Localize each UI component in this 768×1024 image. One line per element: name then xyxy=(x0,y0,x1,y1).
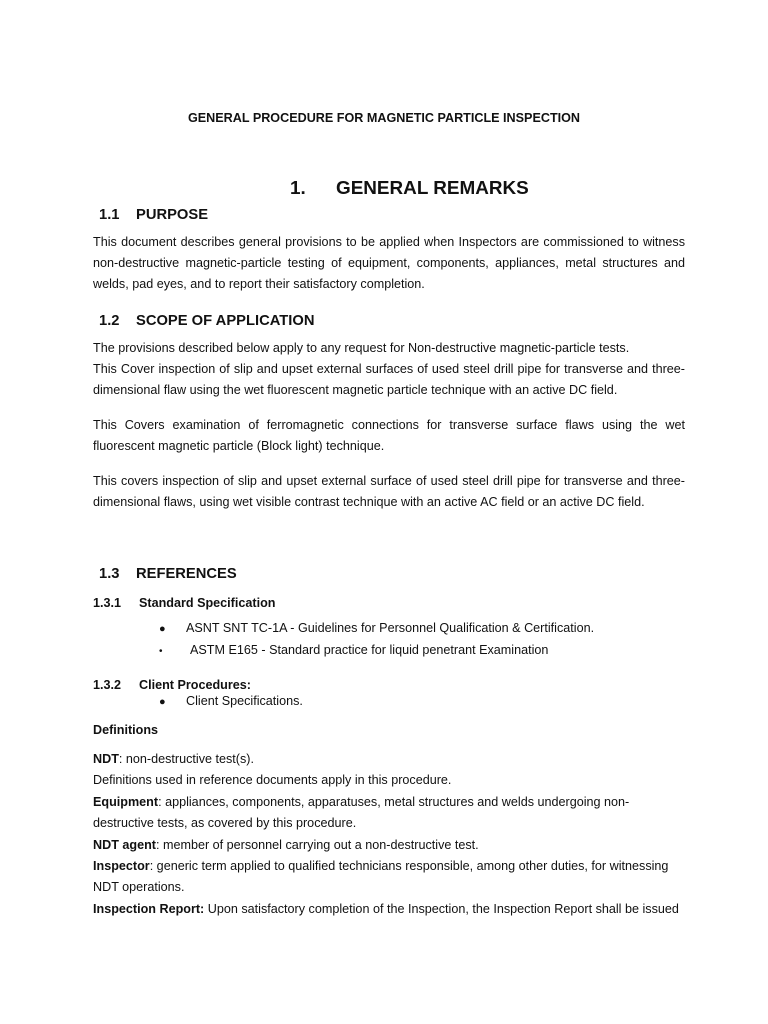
definition-term: NDT xyxy=(93,752,119,766)
definition-text: : appliances, components, apparatuses, metal structures and welds undergoing non- xyxy=(158,794,630,809)
definition-equipment-cont: destructive tests, as covered by this procedure. xyxy=(93,816,357,831)
definition-references: Definitions used in reference documents apply in this procedure. xyxy=(93,773,452,788)
section-1-3-1-heading xyxy=(93,596,275,610)
section-1-3-1-number: 1.3.1 xyxy=(93,596,122,610)
section-1-2-number: 1.2 xyxy=(99,313,120,329)
list-item-text: ASTM E165 - Standard practice for liquid penetrant Examination xyxy=(190,643,549,657)
list-item-text: Client Specifications. xyxy=(186,694,303,708)
definition-inspection-report xyxy=(93,899,693,920)
scope-paragraph-3: This covers inspection of slip and upset external surface of used steel drill pipe for transverse and three-dimensional flaws, using wet visible contrast technique with an active AC field or an active DC field. xyxy=(93,474,685,509)
scope-line-1: The provisions described below apply to any request for Non-destructive magnetic-particle tests. xyxy=(93,341,630,355)
definition-equipment xyxy=(93,792,693,813)
bullet-icon: • xyxy=(159,646,163,657)
list-item-text: ASNT SNT TC-1A - Guidelines for Personnel Qualification & Certification. xyxy=(186,621,595,635)
section-1-1-heading xyxy=(99,207,208,223)
section-1-3-1-title: Standard Specification xyxy=(139,596,276,610)
list-item xyxy=(159,643,548,657)
bullet-icon: ● xyxy=(159,696,166,708)
section-1-3-2-title: Client Procedures: xyxy=(139,678,251,692)
scope-paragraph-2: This Covers examination of ferromagnetic connections for transverse surface flaws using the wet fluorescent magnetic particle (Block light) technique. xyxy=(93,418,685,453)
section-1-heading xyxy=(290,178,529,200)
definition-ndt xyxy=(93,749,693,770)
section-1-2-title: SCOPE OF APPLICATION xyxy=(136,313,315,329)
definitions-heading: Definitions xyxy=(93,723,159,737)
definition-text: : non-destructive test(s). xyxy=(118,752,254,766)
scope-line-2: This Cover inspection of slip and upset external surfaces of used steel drill pipe for transverse and three-dimensional flaw using the wet fluorescent magnetic particle technique with an active DC field. xyxy=(93,362,685,397)
definition-term: NDT agent xyxy=(93,837,156,852)
list-item xyxy=(159,694,303,708)
definition-text: Upon satisfactory completion of the Inspection, the Inspection Report shall be issued xyxy=(204,901,679,916)
definition-term: Equipment xyxy=(93,794,159,809)
purpose-paragraph: This document describes general provisions to be applied when Inspectors are commissioned to witness non-destructive magnetic-particle testing of equipment, components, appliances, metal structures and welds, pad eyes, and to report their satisfactory completion. xyxy=(93,235,685,291)
section-1-3-title: REFERENCES xyxy=(136,566,237,582)
definition-text: : generic term applied to qualified technicians responsible, among other duties, for witnessing xyxy=(149,859,669,874)
section-1-3-2-heading xyxy=(93,678,251,692)
section-1-1-number: 1.1 xyxy=(99,207,120,223)
definition-inspector-cont: NDT operations. xyxy=(93,880,185,895)
bullet-icon: ● xyxy=(159,623,166,635)
definition-term: Inspector xyxy=(93,859,150,874)
list-item xyxy=(159,621,594,635)
definition-inspector xyxy=(93,856,693,877)
section-1-3-number: 1.3 xyxy=(99,566,120,582)
section-1-title: GENERAL REMARKS xyxy=(336,178,529,199)
document-title: GENERAL PROCEDURE FOR MAGNETIC PARTICLE INSPECTION xyxy=(187,111,581,125)
definitions-list xyxy=(93,749,693,920)
definition-ndt-agent xyxy=(93,835,693,856)
section-1-1-title: PURPOSE xyxy=(136,207,209,223)
definition-term: Inspection Report: xyxy=(93,901,205,916)
section-1-3-heading xyxy=(99,566,237,582)
section-1-2-heading xyxy=(99,313,314,329)
section-1-number: 1. xyxy=(290,178,306,199)
section-1-3-2-number: 1.3.2 xyxy=(93,678,122,692)
definition-text: : member of personnel carrying out a non-destructive test. xyxy=(155,837,479,852)
